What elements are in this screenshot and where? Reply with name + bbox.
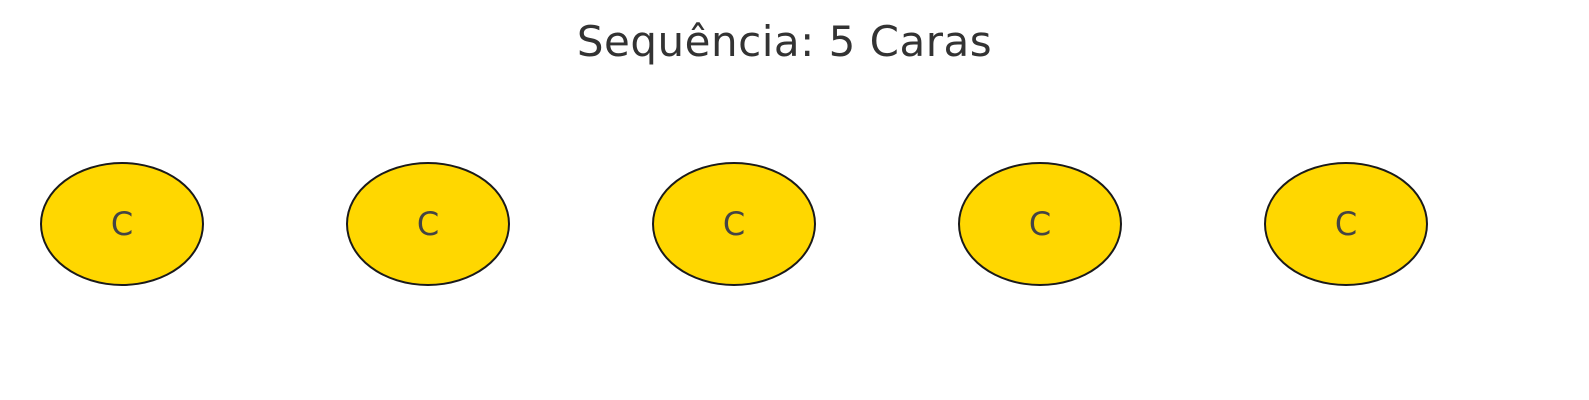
coin-1: [40, 162, 204, 286]
coin-2: [346, 162, 510, 286]
coin-3-label: C: [722, 205, 746, 243]
coin-1-label: C: [110, 205, 134, 243]
coin-5-label: C: [1334, 205, 1358, 243]
coin-4-label: C: [1028, 205, 1052, 243]
coin-3: [652, 162, 816, 286]
coin-5: [1264, 162, 1428, 286]
diagram-title: Sequência: 5 Caras: [576, 17, 993, 66]
coin-4: [958, 162, 1122, 286]
coin-2-label: C: [416, 205, 440, 243]
coin-sequence: [40, 162, 1440, 286]
